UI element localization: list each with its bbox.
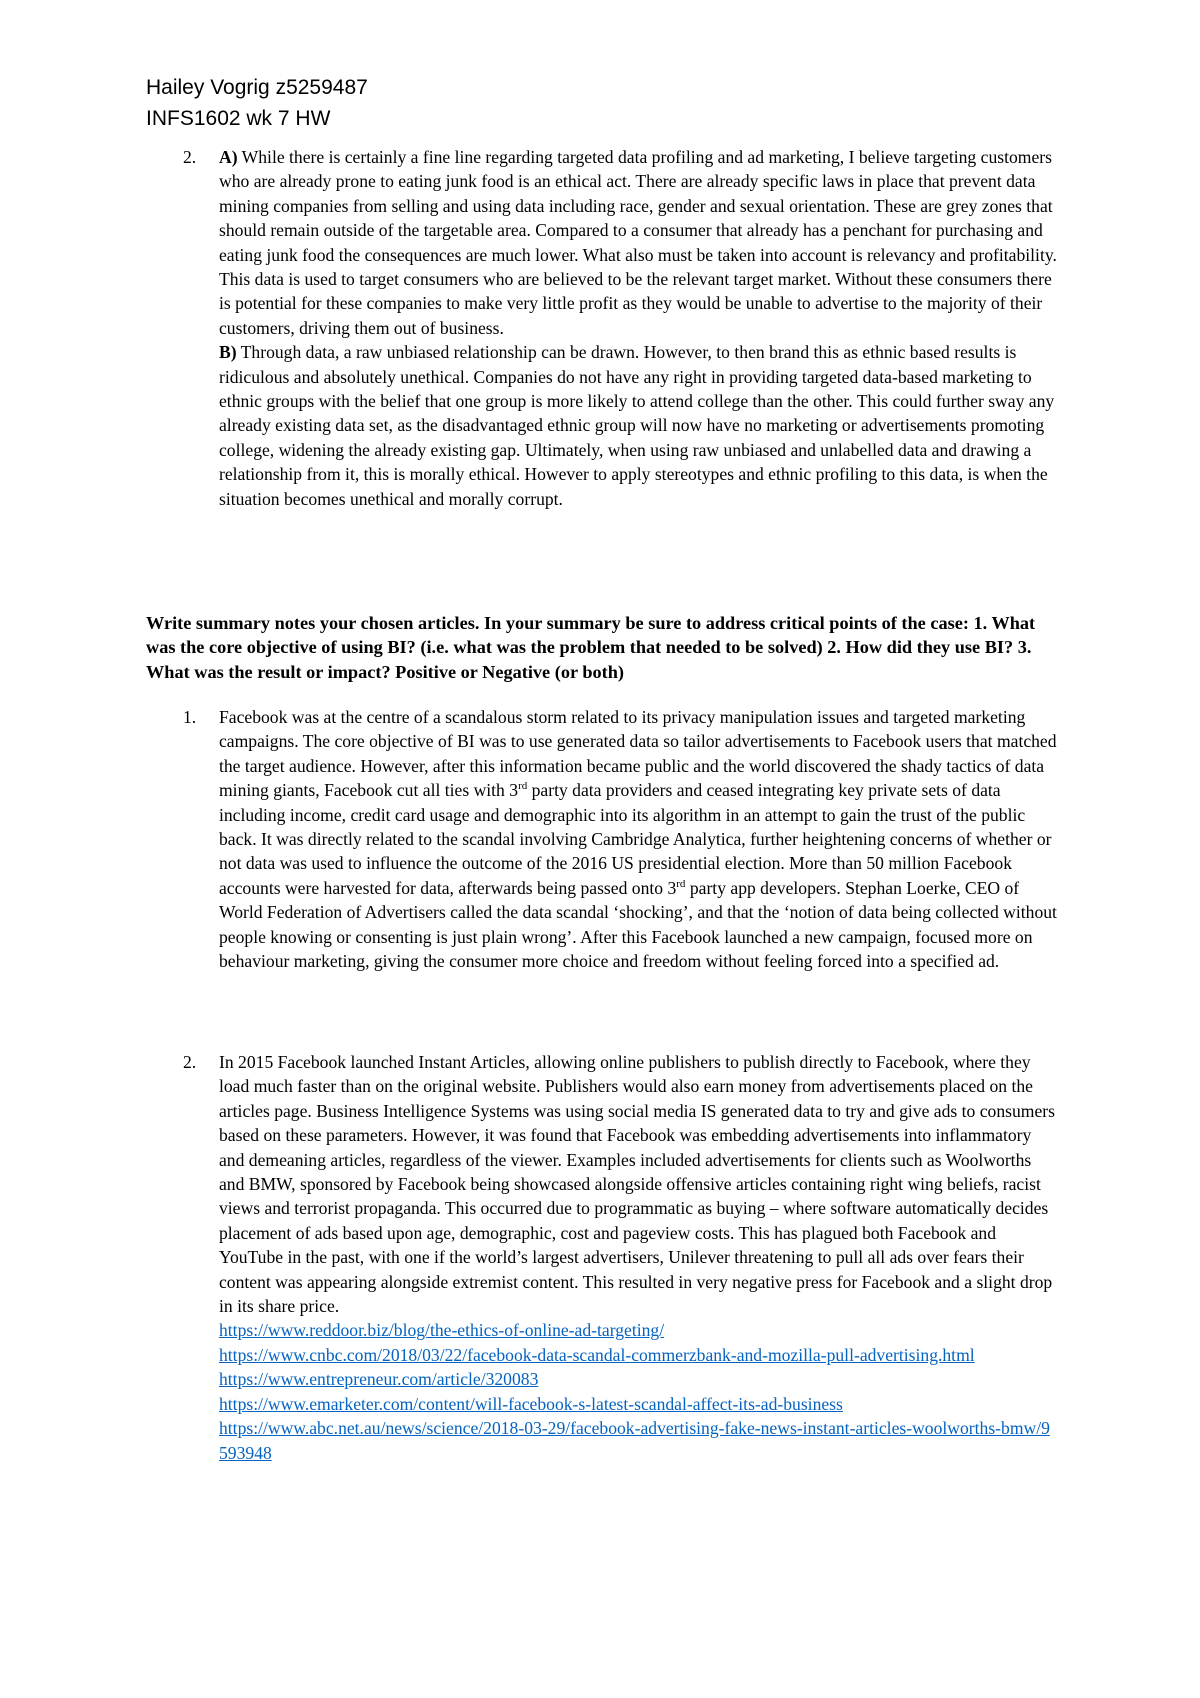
summary-prompt: Write summary notes your chosen articles. In your summary be sure to address critical points of the case: 1. What was the core objective of using BI? (i.e. what was the problem that needed to be solved) 2. How did they use BI? 3. What was the result or impact? Positive or Negative (or both) [146,613,1036,682]
answer-1-text-part1: Facebook was at the centre of a scandalous storm related to its privacy manipulation issues and targeted marketing campaigns. The core objective of BI was to use generated data so tailor advertisements to Facebook users that matched the target audience. However, after this information became public and the world discovered the shady tactics of data mining giants, Facebook cut all ties with 3 [219,707,1057,801]
part-b-paragraph [219,340,1057,511]
reference-link[interactable]: https://www.entrepreneur.com/article/320083 [219,1369,539,1390]
reference-link[interactable]: https://www.cnbc.com/2018/03/22/facebook-data-scandal-commerzbank-and-mozilla-pull-advertising.html [219,1344,975,1365]
answer-2 [219,1050,1057,1465]
course-line: INFS1602 wk 7 HW [146,107,331,130]
answer-1-paragraph [219,705,1057,973]
list-number: 2. [183,1052,197,1072]
part-b-label: B) [219,342,237,363]
part-a-paragraph [219,145,1057,340]
question-2-answer [219,145,1057,511]
list-number: 1. [183,707,197,727]
reference-links [219,1318,1057,1464]
answer-1 [219,705,1057,973]
part-a-label: A) [219,147,238,167]
list-number: 2. [183,147,197,167]
reference-link[interactable]: https://www.abc.net.au/news/science/2018-03-29/facebook-advertising-fake-news-instant-articles-woolworths-bmw/9593948 [219,1418,1050,1463]
answer-2-paragraph: In 2015 Facebook launched Instant Articles, allowing online publishers to publish directly to Facebook, where they load much faster than on the original website. Publishers would also earn money from advertisements placed on the articles page. Business Intelligence Systems was using social media IS generated data to try and give ads to consumers based on these parameters. However, it was found that Facebook was embedding advertisements into inflammatory and demeaning articles, regardless of the viewer. Examples included advertisements for clients such as Woolworths and BMW, sponsored by Facebook being showcased alongside offensive articles containing right wing beliefs, racist views and terrorist propaganda. This occurred due to programmatic as buying – where software automatically decides placement of ads based upon age, demographic, cost and pageview costs. This has plagued both Facebook and YouTube in the past, with one if the world’s largest advertisers, Unilever threatening to pull all ads over fears their content was appearing alongside extremist content. This resulted in very negative press for Facebook and a slight drop in its share price. [219,1052,1055,1317]
part-b-text: Through data, a raw unbiased relationship can be drawn. However, to then brand this as ethnic based results is ridiculous and absolutely unethical. Companies do not have any right in providing targeted data-based marketing to ethnic groups with the belief that one group is more likely to attend college than the other. This could further sway any already existing data set, as the disadvantaged ethnic group will now have no marketing or advertisements promoting college, widening the already existing gap. Ultimately, when using raw unbiased and unlabelled data and drawing a relationship from it, this is morally ethical. However to apply stereotypes and ethnic profiling to this data, is when the situation becomes unethical and morally corrupt. [219,342,1055,509]
reference-link[interactable]: https://www.emarketer.com/content/will-facebook-s-latest-scandal-affect-its-ad-business [219,1393,843,1414]
document-header [146,72,368,134]
author-line: Hailey Vogrig z5259487 [146,76,368,99]
part-a-text: While there is certainly a fine line regarding targeted data profiling and ad marketing, I believe targeting customers who are already prone to eating junk food is an ethical act. There are already specific laws in place that prevent data mining companies from selling and using data including race, gender and sexual orientation. These are grey zones that should remain outside of the targetable area. Compared to a consumer that already has a penchant for purchasing and eating junk food the consequences are much lower. What also must be taken into account is relevancy and profitability. This data is used to target consumers who are believed to be the relevant target market. Without these consumers there is potential for these companies to make very little profit as they would be unable to advertise to the majority of their customers, driving them out of business. [219,147,1057,338]
reference-link[interactable]: https://www.reddoor.biz/blog/the-ethics-of-online-ad-targeting/ [219,1320,665,1341]
answer-1-text-part2: party data providers and ceased integrating key private sets of data including income, credit card usage and demographic into its algorithm in an attempt to gain the trust of the public back. It was directly related to the scandal involving Cambridge Analytica, further heightening concerns of whether or not data was used to influence the outcome of the 2016 US presidential election. More than 50 million Facebook accounts were harvested for data, afterwards being passed onto 3 [219,780,1052,898]
answer-1-text-part3: party app developers. Stephan Loerke, CEO of World Federation of Advertisers called the data scandal ‘shocking’, and that the ‘notion of data being collected without people knowing or consenting is just plain wrong’. After this Facebook launched a new campaign, focused more on behaviour marketing, giving the consumer more choice and freedom without feeling forced into a specified ad. [219,877,1057,972]
superscript: rd [518,780,528,793]
superscript: rd [676,877,686,890]
